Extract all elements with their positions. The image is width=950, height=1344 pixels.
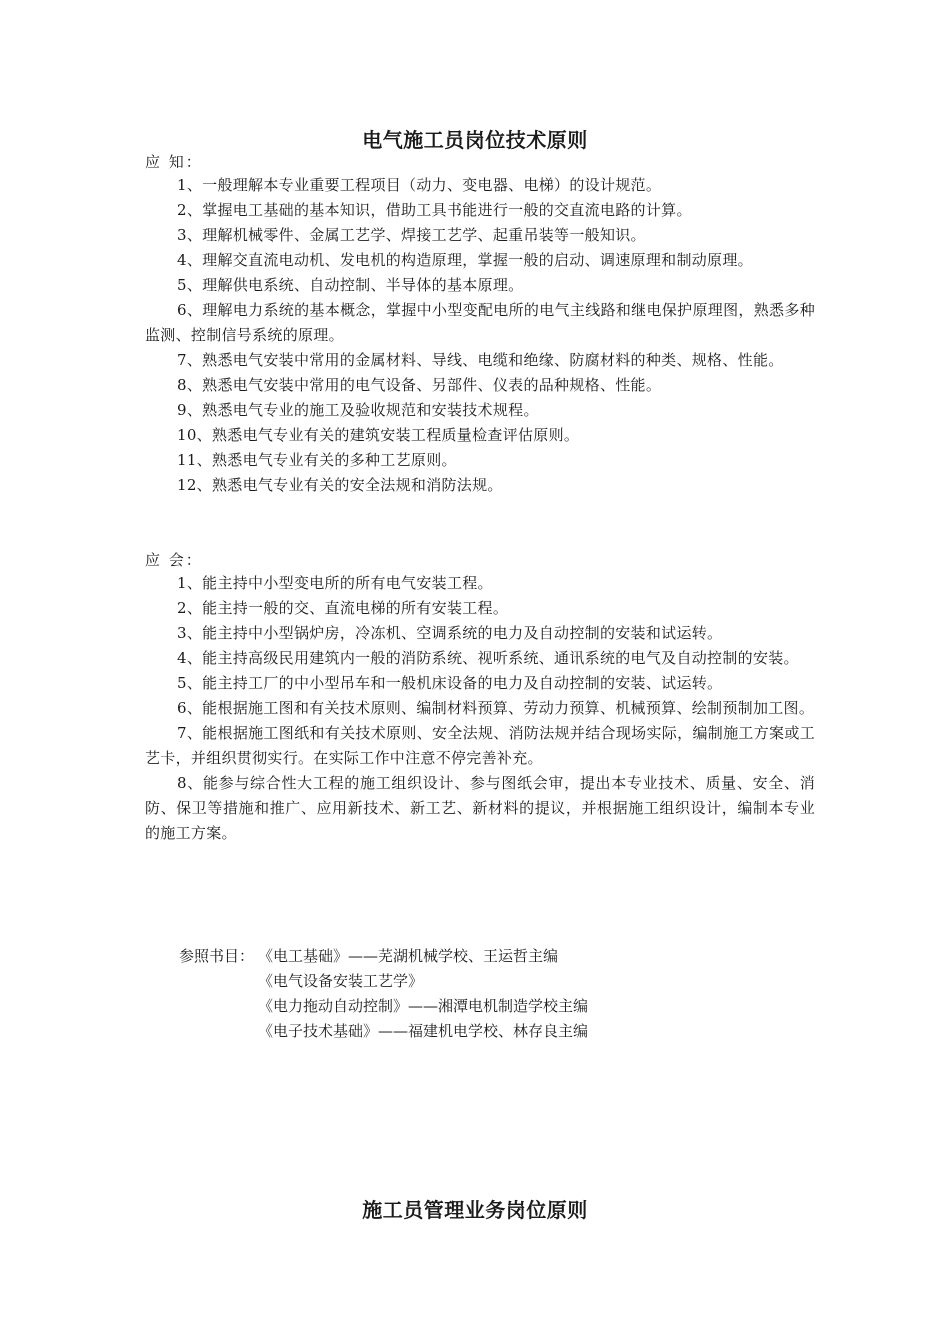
list-item: 8、能参与综合性大工程的施工组织设计、参与图纸会审，提出本专业技术、质量、安全、消防、保卫等措施和推广、应用新技术、新工艺、新材料的提议，并根据施工组织设计，编制本专业的施工方案。 xyxy=(145,774,815,842)
page-title: 电气施工员岗位技术原则 xyxy=(362,128,588,152)
list-item: 4、理解交直流电动机、发电机的构造原理，掌握一般的启动、调速原理和制动原理。 xyxy=(177,251,753,269)
list-item: 12、熟悉电气专业有关的安全法规和消防法规。 xyxy=(177,476,503,494)
reference-row xyxy=(179,969,588,994)
list-item: 5、能主持工厂的中小型吊车和一般机床设备的电力及自动控制的安装、试运转。 xyxy=(177,674,723,692)
list-item: 6、理解电力系统的基本概念，掌握中小型变配电所的电气主线路和继电保护原理图，熟悉多种监测、控制信号系统的原理。 xyxy=(145,301,815,344)
list-item: 9、熟悉电气专业的施工及验收规范和安装技术规程。 xyxy=(177,401,539,419)
list-item: 5、理解供电系统、自动控制、半导体的基本原理。 xyxy=(177,276,524,294)
list-item: 1、一般理解本专业重要工程项目（动力、变电器、电梯）的设计规范。 xyxy=(177,176,662,194)
list-item: 4、能主持高级民用建筑内一般的消防系统、视听系统、通讯系统的电气及自动控制的安装。 xyxy=(177,649,799,667)
next-section-title: 施工员管理业务岗位原则 xyxy=(362,1198,588,1222)
section-label-know: 应 知： xyxy=(145,153,203,171)
list-item: 3、理解机械零件、金属工艺学、焊接工艺学、起重吊装等一般知识。 xyxy=(177,226,646,244)
reference-book: 《电工基础》——芜湖机械学校、王运哲主编 xyxy=(258,947,559,965)
list-item: 7、熟悉电气安装中常用的金属材料、导线、电缆和绝缘、防腐材料的种类、规格、性能。 xyxy=(177,351,784,369)
list-item: 2、掌握电工基础的基本知识，借助工具书能进行一般的交直流电路的计算。 xyxy=(177,201,692,219)
reference-row xyxy=(179,1019,588,1044)
know-list xyxy=(145,173,815,498)
reference-book: 《电气设备安装工艺学》 xyxy=(258,972,424,990)
references-label: 参照书目： xyxy=(179,947,255,965)
list-item: 11、熟悉电气专业有关的多种工艺原则。 xyxy=(177,451,457,469)
list-item: 3、能主持中小型锅炉房，冷冻机、空调系统的电力及自动控制的安装和试运转。 xyxy=(177,624,723,642)
section-label-able: 应 会： xyxy=(145,551,203,569)
list-item: 10、熟悉电气专业有关的建筑安装工程质量检查评估原则。 xyxy=(177,426,580,444)
list-item: 6、能根据施工图和有关技术原则、编制材料预算、劳动力预算、机械预算、绘制预制加工图。 xyxy=(177,699,815,717)
reference-row xyxy=(179,944,588,969)
references xyxy=(179,944,588,1044)
reference-book: 《电力拖动自动控制》——湘潭电机制造学校主编 xyxy=(258,997,589,1015)
list-item: 1、能主持中小型变电所的所有电气安装工程。 xyxy=(177,574,493,592)
list-item: 7、能根据施工图纸和有关技术原则、安全法规、消防法规并结合现场实际，编制施工方案或工艺卡，并组织贯彻实行。在实际工作中注意不停完善补充。 xyxy=(145,724,815,767)
reference-row xyxy=(179,994,588,1019)
list-item: 8、熟悉电气安装中常用的电气设备、另部件、仪表的品种规格、性能。 xyxy=(177,376,662,394)
reference-book: 《电子技术基础》——福建机电学校、林存良主编 xyxy=(258,1022,589,1040)
able-list xyxy=(145,571,815,846)
list-item: 2、能主持一般的交、直流电梯的所有安装工程。 xyxy=(177,599,509,617)
